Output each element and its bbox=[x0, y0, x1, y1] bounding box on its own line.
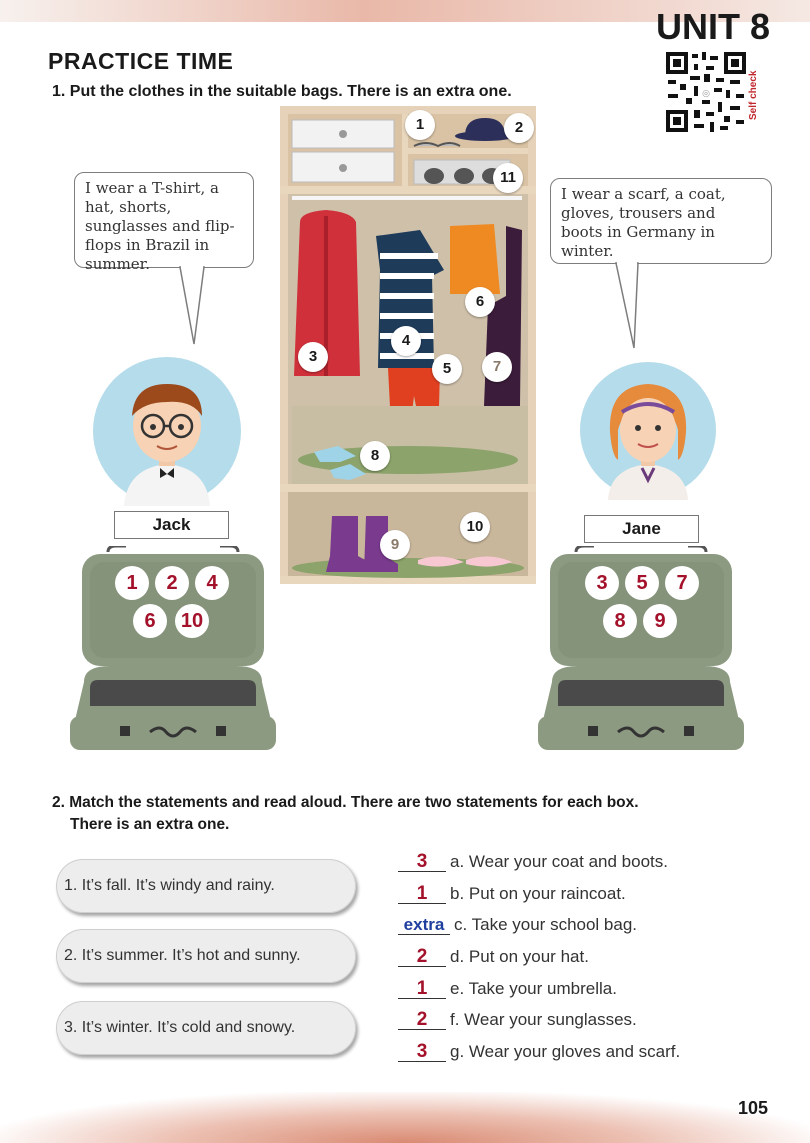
jane-bag-answer[interactable]: 5 bbox=[625, 566, 659, 600]
match-answer-e[interactable]: 1 bbox=[398, 980, 446, 999]
section-title: PRACTICE TIME bbox=[48, 48, 234, 74]
match-row-a bbox=[398, 851, 668, 873]
wardrobe-label-11: 11 bbox=[493, 163, 523, 193]
match-row-d bbox=[398, 946, 589, 968]
jack-name-label: Jack bbox=[114, 511, 229, 539]
match-answer-f[interactable]: 2 bbox=[398, 1011, 446, 1030]
jack-bag-answer[interactable]: 6 bbox=[133, 604, 167, 638]
exercise2-instruction: 2. Match the statements and read aloud. There are two statements for each box. bbox=[52, 794, 639, 811]
wardrobe-label-8: 8 bbox=[360, 441, 390, 471]
wardrobe-label-1: 1 bbox=[405, 110, 435, 140]
match-text-g: g. Wear your gloves and scarf. bbox=[450, 1042, 681, 1061]
jane-avatar bbox=[580, 360, 716, 500]
jack-bubble-tail bbox=[178, 266, 208, 346]
wardrobe-label-4: 4 bbox=[391, 326, 421, 356]
wardrobe-label-2: 2 bbox=[504, 113, 534, 143]
exercise1-instruction: 1. Put the clothes in the suitable bags. There is an extra one. bbox=[52, 83, 512, 100]
jane-bag-answer[interactable]: 7 bbox=[665, 566, 699, 600]
match-text-a: a. Wear your coat and boots. bbox=[450, 852, 668, 871]
match-row-e bbox=[398, 978, 617, 1000]
statement-box-2: 2. It’s summer. It’s hot and sunny. bbox=[56, 929, 356, 983]
match-text-e: e. Take your umbrella. bbox=[450, 979, 617, 998]
jane-name-label: Jane bbox=[584, 515, 699, 543]
wardrobe-label-3: 3 bbox=[298, 342, 328, 372]
statement-box-1: 1. It’s fall. It’s windy and rainy. bbox=[56, 859, 356, 913]
wardrobe-label-5: 5 bbox=[432, 354, 462, 384]
jack-bag-answer[interactable]: 1 bbox=[115, 566, 149, 600]
match-text-b: b. Put on your raincoat. bbox=[450, 884, 626, 903]
jane-bubble-tail bbox=[612, 262, 642, 350]
match-answer-b[interactable]: 1 bbox=[398, 885, 446, 904]
qr-code-icon[interactable] bbox=[664, 50, 748, 134]
page-number: 105 bbox=[738, 1098, 769, 1118]
jack-speech-bubble: I wear a T-shirt, a hat, shorts, sunglasses and flip-flops in Brazil in summer. bbox=[74, 172, 254, 268]
match-answer-a[interactable]: 3 bbox=[398, 853, 446, 872]
match-text-d: d. Put on your hat. bbox=[450, 947, 589, 966]
match-answer-d[interactable]: 2 bbox=[398, 948, 446, 967]
exercise2-instruction-note: There is an extra one. bbox=[70, 816, 230, 833]
jack-bag-answer[interactable]: 4 bbox=[195, 566, 229, 600]
statement-box-3: 3. It’s winter. It’s cold and snowy. bbox=[56, 1001, 356, 1055]
match-row-b bbox=[398, 883, 626, 905]
unit-title: UNIT 8 bbox=[656, 6, 771, 47]
jack-avatar bbox=[92, 356, 242, 506]
wardrobe-label-7: 7 bbox=[482, 352, 512, 382]
jane-bag-answer[interactable]: 8 bbox=[603, 604, 637, 638]
match-row-f bbox=[398, 1009, 637, 1031]
jane-bag-answer[interactable]: 3 bbox=[585, 566, 619, 600]
self-check-label: Self check bbox=[748, 70, 759, 120]
wardrobe-label-6: 6 bbox=[465, 287, 495, 317]
match-text-f: f. Wear your sunglasses. bbox=[450, 1010, 637, 1029]
bottom-decorative-band bbox=[0, 1092, 810, 1143]
jack-bag-answer[interactable]: 10 bbox=[175, 604, 209, 638]
match-text-c: c. Take your school bag. bbox=[454, 915, 638, 934]
svg-text:◎: ◎ bbox=[702, 89, 710, 99]
wardrobe-label-10: 10 bbox=[460, 512, 490, 542]
jane-bag-answer[interactable]: 9 bbox=[643, 604, 677, 638]
jane-speech-bubble: I wear a scarf, a coat, gloves, trousers and boots in Germany in winter. bbox=[550, 178, 772, 264]
jack-bag-answer[interactable]: 2 bbox=[155, 566, 189, 600]
match-row-c bbox=[398, 914, 637, 936]
wardrobe-label-9: 9 bbox=[380, 530, 410, 560]
match-row-g bbox=[398, 1041, 680, 1063]
match-answer-c[interactable]: extra bbox=[398, 916, 450, 935]
match-answer-g[interactable]: 3 bbox=[398, 1043, 446, 1062]
